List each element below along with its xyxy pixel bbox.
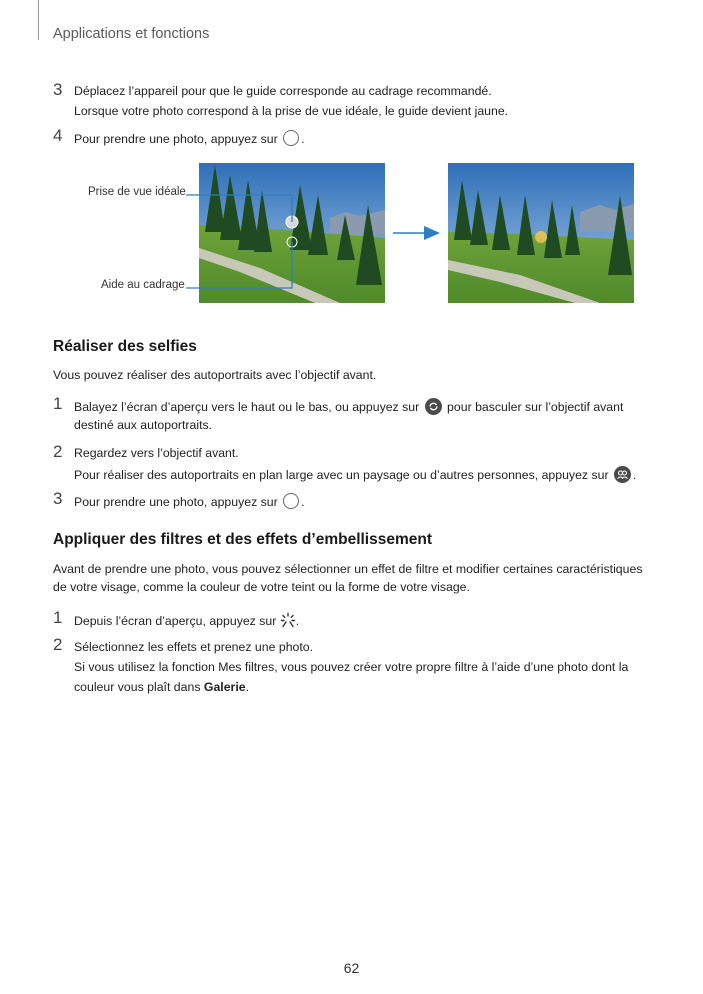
camera-preview-after [448, 163, 634, 303]
filter-effects-icon [280, 612, 296, 628]
wide-selfie-icon [614, 466, 631, 483]
filters-intro-line-2: de votre visage, comme la couleur de votre teint ou la forme de votre visage. [53, 580, 470, 594]
selfie-step-number-2: 2 [53, 442, 63, 461]
selfie-step-1-line-1: Balayez l’écran d’aperçu vers le haut ou le bas, ou appuyez sur pour basculer sur l’objectif avant [74, 400, 624, 414]
filters-intro-line-1: Avant de prendre une photo, vous pouvez sélectionner un effet de filtre et modifier certaines caractéristiques [53, 562, 643, 576]
selfie-step-3-text: Pour prendre une photo, appuyez sur . [74, 495, 305, 509]
selfies-intro: Vous pouvez réaliser des autoportraits avec l’objectif avant. [53, 368, 377, 382]
gallery-app-name: Galerie [203, 680, 246, 694]
page-number: 62 [343, 960, 360, 976]
step-3-line-2: Lorsque votre photo correspond à la prise de vue idéale, le guide devient jaune. [74, 104, 509, 118]
filter-step-2-line-2: Si vous utilisez la fonction Mes filtres, vous pouvez créer votre propre filtre à l’aide d’une photo dont la [74, 660, 629, 674]
step-4-text: Pour prendre une photo, appuyez sur . [74, 132, 305, 146]
selfie-step-1-line-2: destiné aux autoportraits. [74, 418, 213, 432]
filter-step-2-line-1: Sélectionnez les effets et prenez une photo. [74, 640, 314, 654]
callout-ideal-shot: Prise de vue idéale [88, 186, 186, 198]
heading-filters: Appliquer des filtres et des effets d’embellissement [53, 531, 433, 548]
selfie-step-number-3: 3 [53, 489, 63, 508]
section-header: Applications et fonctions [53, 26, 210, 42]
filter-step-number-1: 1 [53, 608, 63, 627]
filter-step-1-text: Depuis l’écran d’aperçu, appuyez sur . [74, 614, 300, 628]
filter-step-number-2: 2 [53, 635, 63, 654]
shutter-icon [283, 493, 299, 509]
step-3-line-1: Déplacez l’appareil pour que le guide corresponde au cadrage recommandé. [74, 84, 492, 98]
figure-illustration [0, 0, 703, 330]
switch-camera-icon [425, 398, 442, 415]
step-number-4: 4 [53, 126, 63, 145]
heading-selfies: Réaliser des selfies [53, 338, 197, 355]
selfie-step-2-line-2: Pour réaliser des autoportraits en plan large avec un paysage ou d’autres personnes, appuyez sur . [74, 468, 637, 482]
arrow-right-icon [393, 226, 440, 240]
step-number-3: 3 [53, 80, 63, 99]
selfie-step-number-1: 1 [53, 394, 63, 413]
filter-step-2-line-3: couleur vous plaît dans Galerie. [74, 680, 250, 694]
callout-framing-aid: Aide au cadrage [101, 279, 185, 291]
selfie-step-2-line-1: Regardez vers l’objectif avant. [74, 446, 239, 460]
